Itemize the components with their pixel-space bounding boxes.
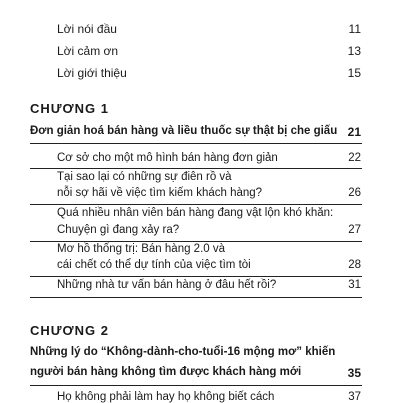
entry-page: 15 [347,66,361,80]
divider [30,385,362,386]
section-title: Mơ hồ thống trị: Bán hàng 2.0 và [57,243,226,255]
entry-page: 13 [347,44,361,58]
entry-title: Lời nói đầu [57,22,117,36]
divider [30,143,362,144]
entry-title: Lời cảm ơn [57,44,119,58]
section-title-cont: Chuyện gì đang xảy ra? [57,224,180,236]
chapter-page: 21 [347,125,361,139]
chapter-title: Những lý do “Không-dành-cho-tuổi-16 mộng mơ” khiến [30,346,336,358]
section-title-cont: nỗi sợ hãi về việc tìm kiếm khách hàng? [57,187,263,199]
section-page: 22 [348,152,361,164]
divider [30,204,362,205]
entry-title: Lời giới thiệu [57,66,127,80]
section-title-cont: cái chết có thể dự tính của việc tìm tòi [57,259,251,271]
section-title: Những nhà tư vấn bán hàng ở đâu hết rồi? [57,279,277,291]
divider [30,241,362,242]
divider [30,168,362,169]
chapter-page: 35 [347,366,361,380]
entry-page: 11 [348,22,361,36]
section-page: 26 [348,187,361,199]
section-page: 27 [348,224,361,236]
divider [30,276,362,277]
section-title: Quá nhiều nhân viên bán hàng đang vật lộn khó khăn: [57,207,334,219]
chapter-label: CHƯƠNG 1 [30,101,109,116]
section-page: 31 [348,279,361,291]
section-page: 37 [348,391,361,403]
chapter-label: CHƯƠNG 2 [30,323,109,338]
chapter-title: Đơn giản hoá bán hàng và liều thuốc sự thật bị che giấu [30,125,338,137]
section-title: Tại sao lại có những sự điên rồ và [57,171,232,183]
section-page: 28 [348,259,361,271]
chapter-title-cont: người bán hàng không tìm được khách hàng mới [30,366,302,378]
section-title: Cơ sở cho một mô hình bán hàng đơn giản [57,152,278,164]
divider [30,297,362,298]
section-title: Họ không phải làm hay họ không biết cách [57,391,275,403]
